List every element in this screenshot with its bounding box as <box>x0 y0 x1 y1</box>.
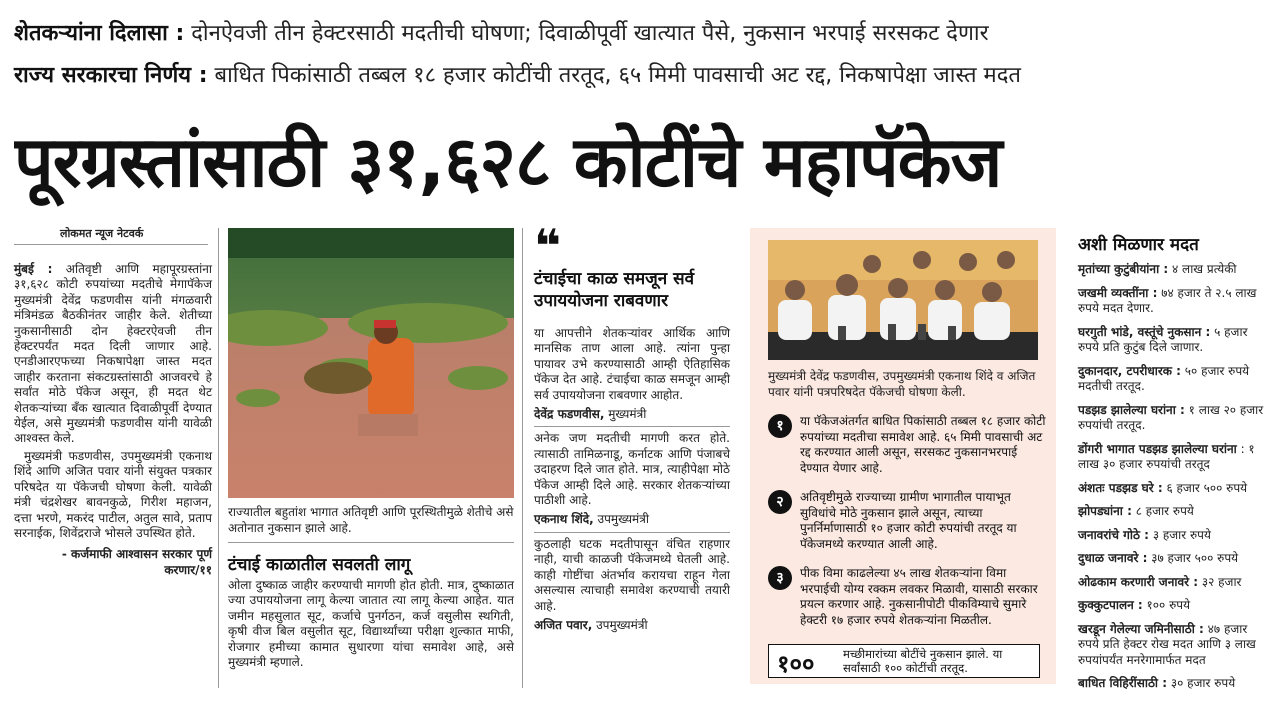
aid-item-label: बाधित विहिरींसाठी : <box>1078 676 1168 690</box>
byline-rule <box>14 244 208 245</box>
subhead-line-1 <box>14 20 989 48</box>
aid-item-value: ५ हजार रुपये प्रति कुटुंब दिले जाणार. <box>1078 324 1248 354</box>
highlight-text: अतिवृष्टीमुळे राज्याच्या ग्रामीण भागातील पायाभूत सुविधांचे मोठे नुकसान झाले असून, त्याच्या पुनर्निर्माणासाठी १० हजार कोटी रुपयांची तरतूद या पॅकेजमध्ये करण्यात आली आहे. <box>800 490 1017 551</box>
aid-item-label: मृतांच्या कुटुंबीयांना : <box>1078 262 1169 276</box>
subhead-1-text: दोनऐवजी तीन हेक्टरसाठी मदतीची घोषणा; दिवाळीपूर्वी खात्यात पैसे, नुकसान भरपाई सरसकट देणार <box>191 21 989 46</box>
quote-role: मुख्यमंत्री <box>608 407 647 422</box>
quote-text: अनेक जण मदतीची मागणी करत होते. त्यासाठी तामिळनाडू, कर्नाटक आणि पंजाबचे उदाहरण दिले जात होते. मात्र, त्याहीपेक्षा मोठे पॅकेज आम्ही दिले आहे. सरकार शेतकऱ्यांच्या पाठीशी आहे. <box>534 426 730 508</box>
subhead-2-label: राज्य सरकारचा निर्णय : <box>14 63 208 88</box>
quote-text: या आपत्तीने शेतकऱ्यांवर आर्थिक आणि मानसिक ताण आला आहे. त्यांना पुन्हा पायावर उभे करण्यासाठी आम्ही ऐतिहासिक पॅकेज देत आहे. टंचाईचा काळ समजून आम्ही सर्व उपाययोजना राबवणार आहोत. <box>534 326 730 402</box>
column-divider <box>522 228 523 688</box>
aid-item-label: खरडून गेलेल्या जमिनीसाठी : <box>1078 621 1204 636</box>
story-paragraph-1: अतिवृष्टी आणि महापूरग्रस्तांना ३१,६२८ कोटी रुपयांच्या मदतीचे मेगापॅकेज मुख्यमंत्री देवेंद्र फडणवीस यांनी मंगळवारी मंत्रिमंडळ बैठकीनंतर जाहीर केले. शेतीच्या नुकसानीसाठी दोन हेक्टरऐवजी तीन हेक्टरपर्यंत मदत दिली जाणार आहे. एनडीआरएफच्या निकषापेक्षा जास्त मदत जाहीर करताना संकटग्रस्तांसाठी आजवरचे हे सर्वांत मोठे पॅकेज असून, ही मदत थेट शेतकऱ्यांच्या बँक खात्यात दिवाळीपूर्वी देण्यात येईल, असे मुख्यमंत्री फडणवीस यांनी यावेळी आश्वस्त केले. <box>14 262 212 446</box>
aid-item <box>1078 504 1270 520</box>
aid-item <box>1078 286 1270 317</box>
quote-attribution: अजित पवार, <box>534 617 593 632</box>
callout-number: १०० <box>777 650 815 678</box>
lead-story <box>14 262 212 580</box>
aid-item <box>1078 364 1270 395</box>
aid-item <box>1078 442 1270 473</box>
aid-item <box>1078 622 1270 669</box>
aid-item-label: घरगुती भांडे, वस्तूंचे नुकसान : <box>1078 324 1211 339</box>
aid-item-label: जखमी व्यक्तींना : <box>1078 285 1158 300</box>
number-badge: ३ <box>768 566 792 590</box>
subhead-1-label: शेतकऱ्यांना दिलासा : <box>14 21 185 46</box>
aid-item-label: अंशतः पडझड घरे : <box>1078 480 1163 495</box>
fishermen-callout <box>768 644 1040 678</box>
aid-item-value: ४ लाख प्रत्येकी <box>1172 262 1237 276</box>
section-heading-relief: टंचाई काळातील सवलती लागू <box>228 555 411 575</box>
box-photo-caption: मुख्यमंत्री देवेंद्र फडणवीस, उपमुख्यमंत्री एकनाथ शिंदे व अजित पवार यांनी पत्रपरिषदेत पॅकेजची घोषणा केली. <box>768 369 1036 399</box>
flood-farmer-photo <box>228 228 514 498</box>
aid-item-value: ७४ हजार ते २.५ लाख रुपये मदत देणार. <box>1078 285 1257 315</box>
byline: लोकमत न्यूज नेटवर्क <box>60 227 144 240</box>
aid-item <box>1078 262 1270 278</box>
highlight-text: या पॅकेजअंतर्गत बाधित पिकांसाठी तब्बल १८ हजार कोटी रुपयांच्या मदतीचा समावेश आहे. ६५ मिमी पावसाची अट रद्द करण्यात आली असून, सरसकट नुकसानभरपाई देण्यात येणार आहे. <box>800 414 1046 475</box>
aid-item <box>1078 575 1270 591</box>
subhead-2-text: बाधित पिकांसाठी तब्बल १८ हजार कोटींची तरतूद, ६५ मिमी पावसाची अट रद्द, निकषापेक्षा जास्त मदत <box>214 63 1021 88</box>
highlight-point <box>768 414 1046 476</box>
aid-item <box>1078 551 1270 567</box>
aid-item-value: ३२ हजार <box>1201 574 1242 589</box>
aid-item-value: ३७ हजार ५०० रुपये <box>1151 551 1239 565</box>
aid-item <box>1078 676 1270 692</box>
number-badge: १ <box>768 414 792 438</box>
press-conference-photo <box>768 240 1038 360</box>
photo-caption: राज्यातील बहुतांश भागात अतिवृष्टी आणि पूरस्थितीमुळे शेतीचे असे अतोनात नुकसान झाले आहे. <box>228 505 514 535</box>
quotes-heading: टंचाईचा काळ समजून सर्व उपाययोजना राबवणार <box>534 269 695 311</box>
highlight-point <box>768 566 1046 628</box>
aid-item-value: ४७ हजार रुपये प्रति हेक्टर रोख मदत आणि ३ लाख रुपयांपर्यंत मनरेगामार्फत मदत <box>1078 621 1256 667</box>
aid-item-value: ८ हजार रुपये <box>1135 504 1194 518</box>
aid-item-value: १०० रुपये <box>1146 598 1191 612</box>
aid-item-label: झोपड्यांना : <box>1078 504 1132 518</box>
continued-line: - कर्जमाफी आश्वासन सरकार पूर्ण करणार/११ <box>61 547 212 577</box>
callout-text: मच्छीमारांच्या बोटींचे नुकसान झाले. या सर्वांसाठी १०० कोटींची तरतूद. <box>843 647 1003 675</box>
aid-item-label: डोंगरी भागात पडझड झालेल्या घरांना <box>1078 441 1237 456</box>
aid-item-label: पडझड झालेल्या घरांना : <box>1078 402 1185 417</box>
aid-item-value: ६ हजार ५०० रुपये <box>1166 480 1248 495</box>
quote-icon: ❝ <box>534 219 561 273</box>
highlight-point <box>768 490 1046 552</box>
aid-item-label: कुक्कुटपालन : <box>1078 598 1143 612</box>
number-badge: २ <box>768 490 792 514</box>
aid-item-label: दुधाळ जनावरे : <box>1078 551 1148 565</box>
section-body-relief: ओला दुष्काळ जाहीर करण्याची मागणी होत होती. मात्र, दुष्काळात ज्या उपाययोजना लागू केल्या जातात त्या लागू केल्या आहेत. यात जमीन महसुलात सूट, कर्जाचे पुनर्गठन, कर्ज वसुलीस स्थगिती, कृषी वीज बिल वसुलीत सूट, विद्यार्थ्यांच्या परीक्षा शुल्कात माफी, रोजगार हमीच्या कामात सुधारणा यांचा समावेश आहे, असे मुख्यमंत्री म्हणाले. <box>228 578 514 670</box>
caption-rule <box>228 542 514 543</box>
aid-item-value: ३ हजार रुपये <box>1152 527 1211 542</box>
quote-attribution: देवेंद्र फडणवीस, <box>534 407 605 422</box>
aid-item <box>1078 481 1270 497</box>
aid-item-value: ३० हजार रुपये <box>1170 676 1236 690</box>
quote-text: कुठलाही घटक मदतीपासून वंचित राहणार नाही, याची काळजी पॅकेजमध्ये घेतली आहे. काही गोष्टींचा अंतर्भाव करायचा राहून गेला असल्यास त्याचाही समावेश करण्याची तयारी आहे. <box>534 532 730 614</box>
aid-item-label: ओढकाम करणारी जनावरे : <box>1078 574 1199 589</box>
aid-item <box>1078 403 1270 434</box>
aid-list <box>1078 262 1270 700</box>
sidebar-title: अशी मिळणार मदत <box>1078 235 1199 255</box>
main-headline: पूरग्रस्तांसाठी ३१,६२८ कोटींचे महापॅकेज <box>14 121 1002 203</box>
quote-role: उपमुख्यमंत्री <box>596 617 648 632</box>
aid-item-value: : १ लाख ३० हजार रुपयांची तरतूद <box>1078 441 1255 471</box>
highlight-text: पीक विमा काढलेल्या ४५ लाख शेतकऱ्यांना विमा भरपाईची योग्य रक्कम लवकर मिळावी, यासाठी सरकार प्रयत्न करणार आहे. नुकसानीपोटी पीकविम्याचे सुमारे हेक्टरी १७ हजार रुपये शेतकऱ्यांना मिळतील. <box>800 566 1038 627</box>
aid-item-value: १ लाख २० हजार रुपयांची तरतूद. <box>1078 402 1264 432</box>
quote-role: उपमुख्यमंत्री <box>597 512 649 527</box>
aid-item <box>1078 598 1270 614</box>
aid-item-value: ५० हजार रुपये मदतीची तरतूद. <box>1078 363 1250 393</box>
aid-item-label: दुकानदार, टपरीधारक : <box>1078 363 1181 378</box>
story-paragraph-2: मुख्यमंत्री फडणवीस, उपमुख्यमंत्री एकनाथ शिंदे आणि अजित पवार यांनी संयुक्त पत्रकार परिषदेत या पॅकेजची घोषणा केली. यावेळी मंत्री चंद्रशेखर बावनकुळे, गिरीश महाजन, दत्ता भरणे, मकरंद पाटील, अतुल सावे, प्रताप सरनाईक, शिवेंद्रराजे भोसले उपस्थित होते. <box>14 448 212 540</box>
quotes-column <box>534 326 730 637</box>
aid-item <box>1078 528 1270 544</box>
aid-item <box>1078 325 1270 356</box>
aid-item-label: जनावरांचे गोठे : <box>1078 527 1149 542</box>
quote-attribution: एकनाथ शिंदे, <box>534 512 594 527</box>
column-divider <box>218 228 219 688</box>
subhead-line-2 <box>14 62 1021 90</box>
dateline: मुंबई : <box>14 262 53 276</box>
